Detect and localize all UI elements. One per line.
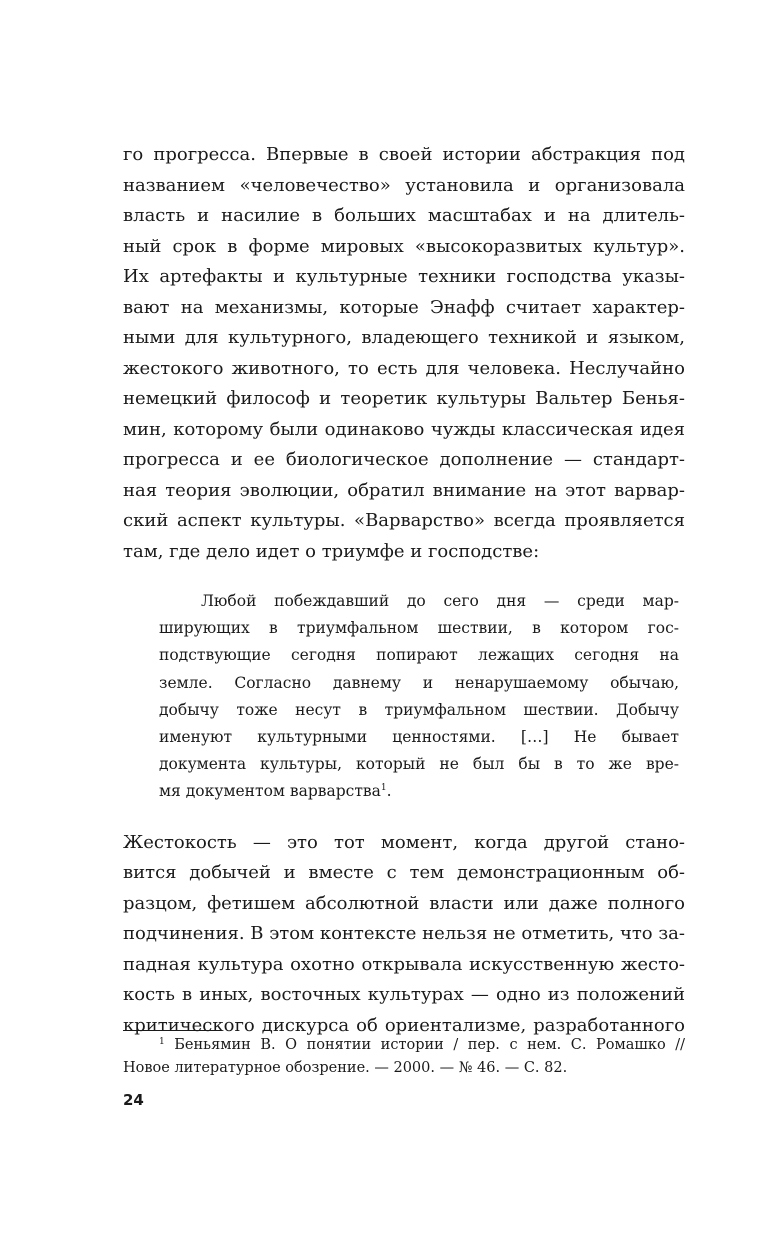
paragraph-1 bbox=[123, 140, 685, 567]
quote-line: мя документом варварства bbox=[159, 782, 381, 801]
quote-end-punct: . bbox=[386, 782, 392, 801]
text-line: вают на механизмы, которые Энафф считает характер- bbox=[123, 296, 685, 318]
text-line: там, где дело идет о триумфе и господстве: bbox=[123, 540, 540, 562]
quote-line: именуют культурными ценностями. […] Не бывает bbox=[159, 728, 679, 747]
quote-line: Любой побеждавший до сего дня — среди мар- bbox=[201, 592, 679, 610]
text-line: мин, которому были одинаково чужды классическая идея bbox=[123, 418, 685, 440]
text-line: го прогресса. Впервые в своей истории абстракция под bbox=[123, 144, 685, 165]
quote-line: ширующих в триумфальном шествии, в котором гос- bbox=[159, 619, 679, 638]
footnote bbox=[123, 1034, 685, 1080]
text-line: названием «человечество» установила и организовала bbox=[123, 174, 685, 196]
text-line: Их артефакты и культурные техники господства указы- bbox=[123, 266, 685, 287]
text-line: Жестокость — это тот момент, когда другой стано- bbox=[123, 831, 685, 853]
text-line: вится добычей и вместе с тем демонстрационным об- bbox=[123, 862, 685, 884]
text-line: прогресса и ее биологическое дополнение — стандарт- bbox=[123, 449, 685, 470]
text-line: ная теория эволюции, обратил внимание на этот варвар- bbox=[123, 479, 685, 501]
page-number: 24 bbox=[123, 1091, 144, 1109]
text-line: разцом, фетишем абсолютной власти или даже полного bbox=[123, 892, 685, 914]
footnote-divider bbox=[123, 1030, 221, 1031]
text-line: критического дискурса об ориентализме, разработанного bbox=[123, 1014, 685, 1036]
footnote-reference[interactable]: 1 bbox=[380, 783, 387, 794]
quote-last-line bbox=[159, 778, 679, 805]
text-line: падная культура охотно открывала искусственную жесто- bbox=[123, 953, 685, 975]
text-line: ный срок в форме мировых «высокоразвитых культур». bbox=[123, 235, 685, 257]
footnote-mark: 1 bbox=[159, 1037, 165, 1047]
quote-line: добычу тоже несут в триумфальном шествии. Добычу bbox=[159, 700, 679, 719]
text-line: ными для культурного, владеющего техникой и языком, bbox=[123, 327, 685, 348]
text-line: жестокого животного, то есть для человека. Неслучайно bbox=[123, 357, 685, 379]
page-body bbox=[123, 140, 685, 1041]
text-line: власть и насилие в больших масштабах и на длитель- bbox=[123, 205, 685, 226]
quote-line: подствующие сегодня попирают лежащих сегодня на bbox=[159, 646, 679, 665]
paragraph-2 bbox=[123, 828, 685, 1042]
text-line: немецкий философ и теоретик культуры Вальтер Бенья- bbox=[123, 388, 685, 409]
footnote-line: Новое литературное обозрение. — 2000. — № 46. — С. 82. bbox=[123, 1060, 568, 1076]
text-line: кость в иных, восточных культурах — одно из положений bbox=[123, 984, 685, 1006]
footnote-line bbox=[123, 1034, 685, 1057]
footnote-text: Беньямин В. О понятии истории / пер. с нем. С. Ромашко // bbox=[164, 1037, 685, 1053]
quote-line: земле. Согласно давнему и ненарушаемому обычаю, bbox=[159, 673, 679, 692]
text-line: ский аспект культуры. «Варварство» всегда проявляется bbox=[123, 510, 685, 531]
block-quote bbox=[159, 588, 679, 806]
quote-line: документа культуры, который не был бы в то же вре- bbox=[159, 755, 679, 774]
text-line: подчинения. В этом контексте нельзя не отметить, что за- bbox=[123, 923, 685, 945]
